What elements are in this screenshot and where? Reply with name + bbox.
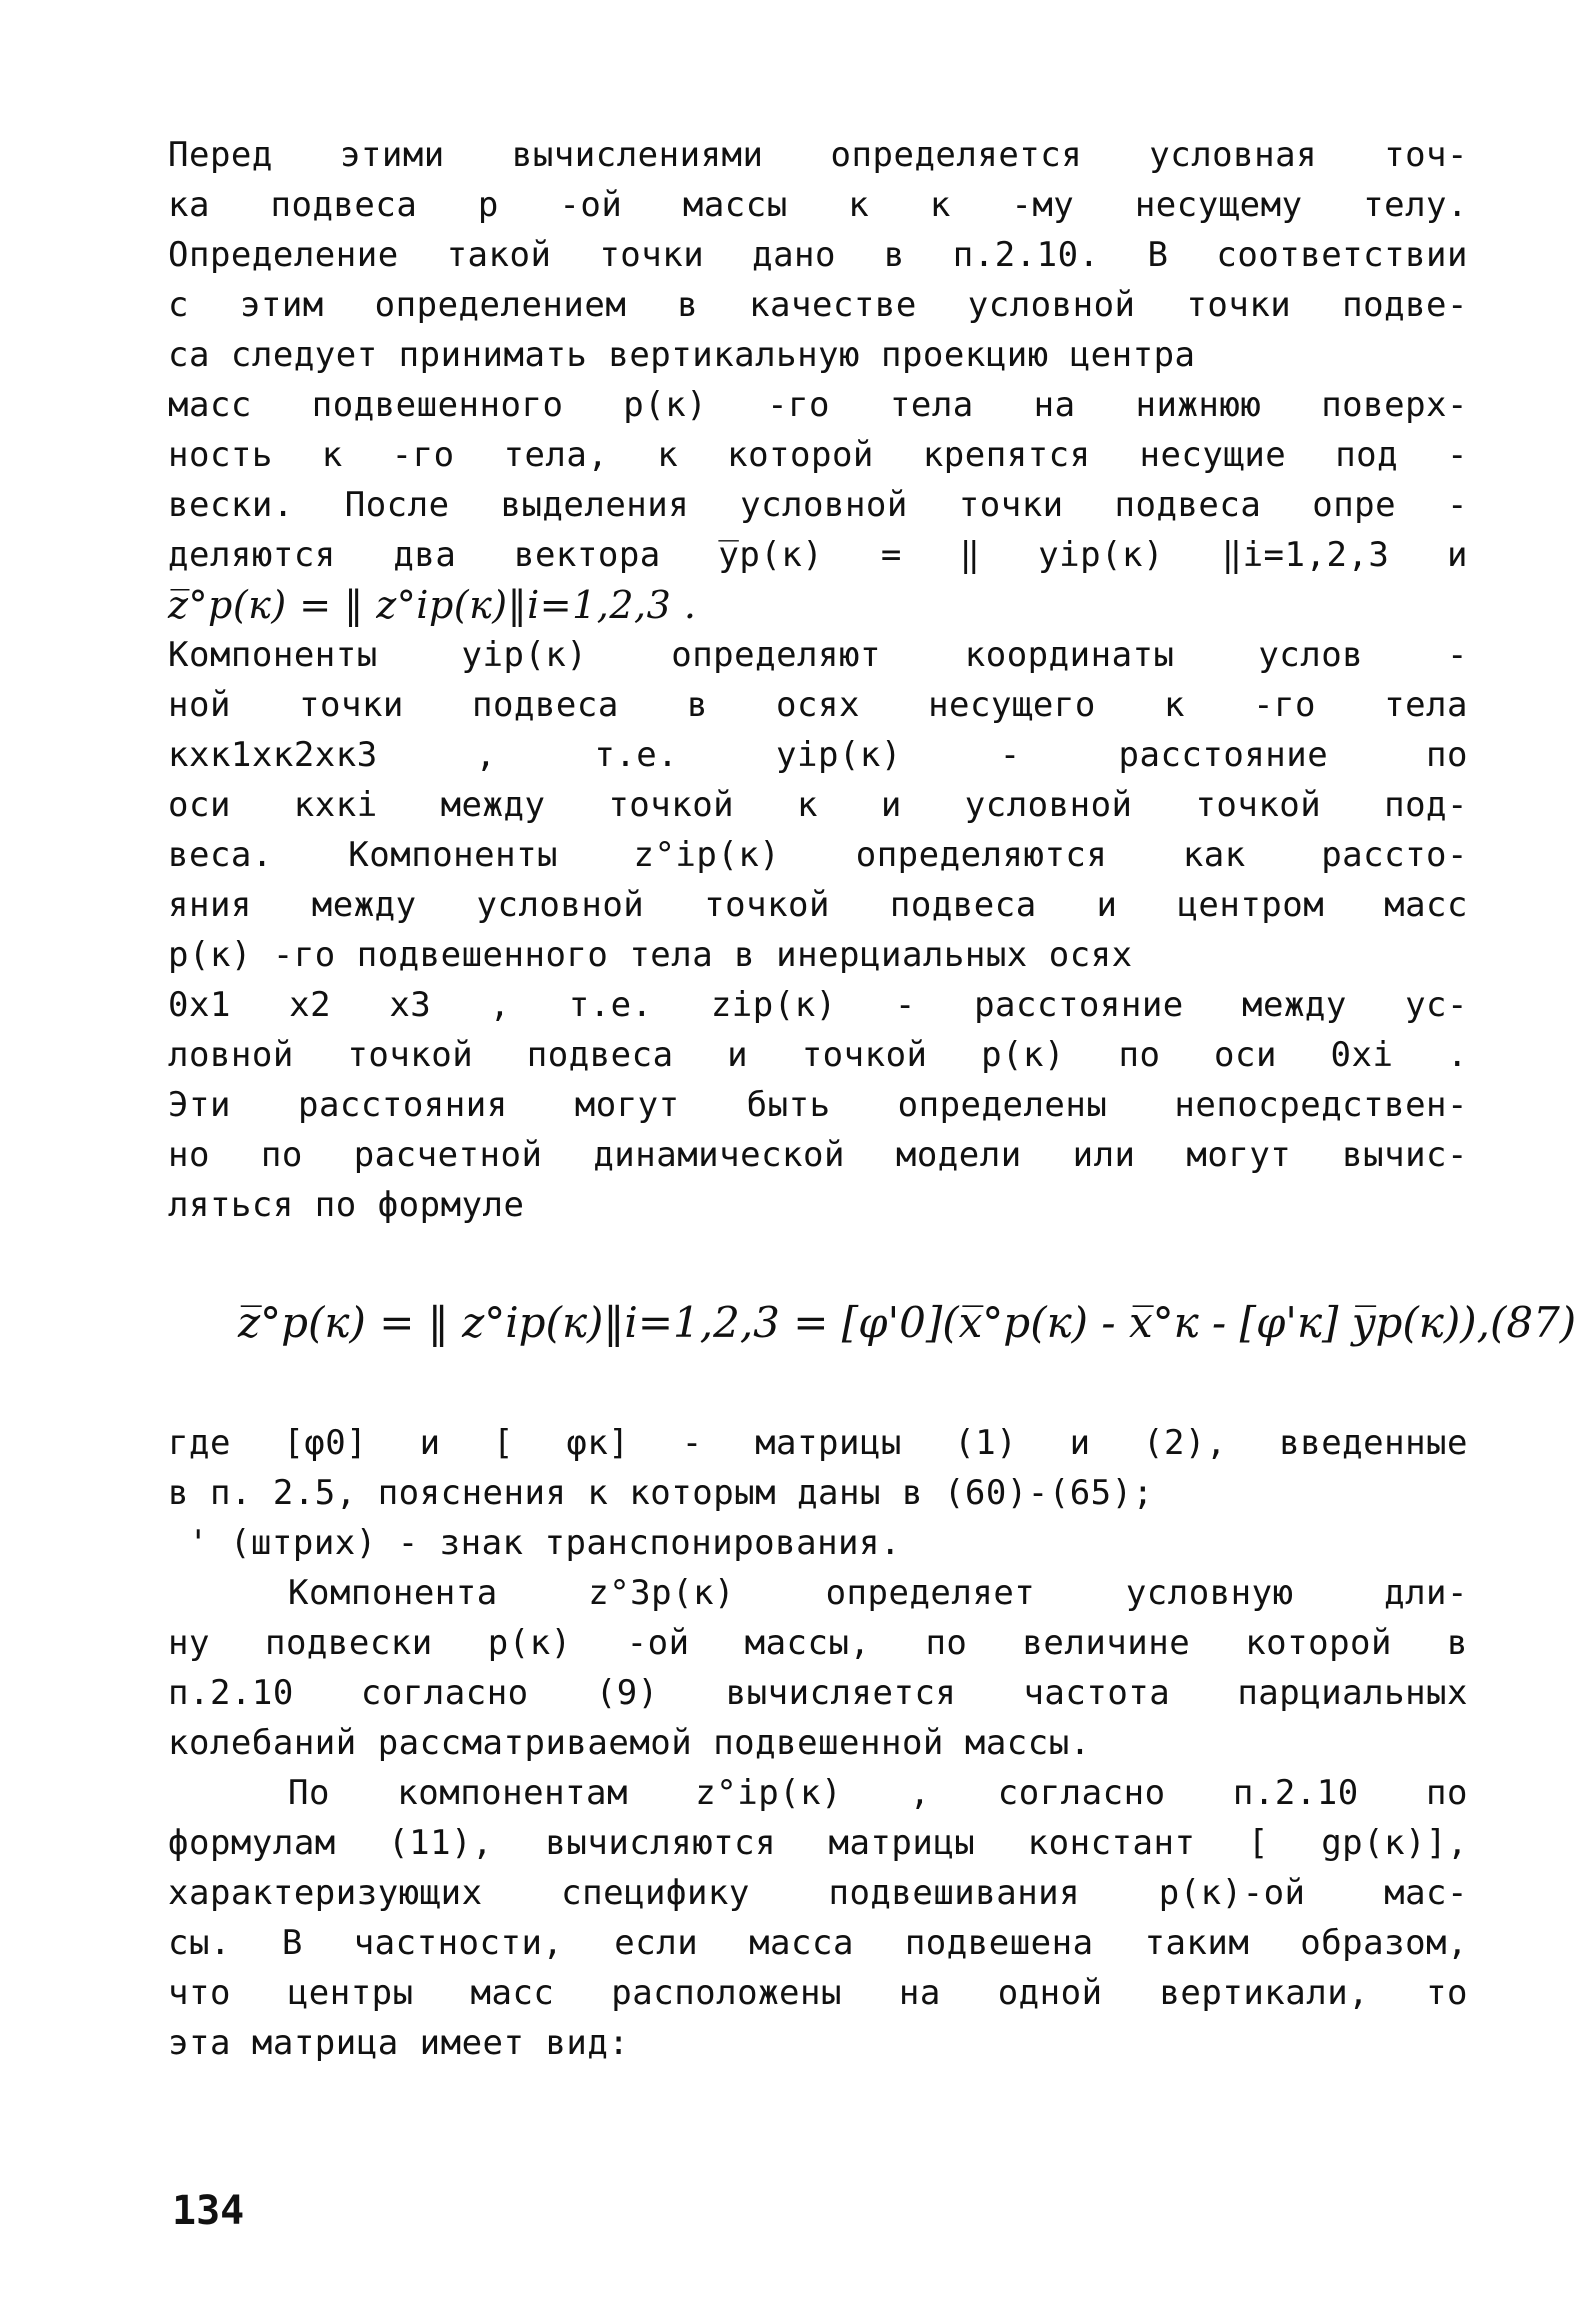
text-line: ность к -го тела, к которой крепятся несущие под - xyxy=(168,435,1468,475)
text-line: где [φ0] и [ φк] - матрицы (1) и (2), введенные xyxy=(168,1423,1468,1463)
text-line: Эти расстояния могут быть определены непосредствен- xyxy=(168,1085,1468,1125)
text-line: p(к) -го подвешенного тела в инерциальных осях xyxy=(168,935,1133,975)
text-line: масс подвешенного p(к) -го тела на нижнюю поверх- xyxy=(168,385,1468,425)
inline-formula: z̅°p(к) = ‖ z°ip(к)‖i=1,2,3 . xyxy=(168,583,697,627)
text-line: ка подвеса p -ой массы к к -му несущему телу. xyxy=(168,185,1468,225)
text-line: с этим определением в качестве условной точки подве- xyxy=(168,285,1468,325)
text-line: 0x1 x2 x3 , т.е. zip(к) - расстояние между ус- xyxy=(168,985,1468,1025)
text-line: в п. 2.5, пояснения к которым даны в (60)-(65); xyxy=(168,1473,1154,1513)
page-number: 134 xyxy=(172,2188,245,2234)
text-line: но по расчетной динамической модели или могут вычис- xyxy=(168,1135,1468,1175)
text-line: деляются два вектора y̅p(к) = ‖ yip(к) ‖i=1,2,3 и xyxy=(168,535,1468,575)
text-line: колебаний рассматриваемой подвешенной массы. xyxy=(168,1723,1091,1763)
text-line: По компонентам z°ip(к) , согласно п.2.10 по xyxy=(288,1773,1468,1813)
equation-87: z̅°p(к) = ‖ z°ip(к)‖i=1,2,3 = [φ'0](x̅°p(к) - x̅°к - [φ'к] y̅p(к)),(87) xyxy=(238,1298,1577,1347)
text-line: ну подвески p(к) -ой массы, по величине которой в xyxy=(168,1623,1468,1663)
text-line: ной точки подвеса в осях несущего к -го тела xyxy=(168,685,1468,725)
text-line: формулам (11), вычисляются матрицы констант [ gp(к)], xyxy=(168,1823,1468,1863)
text-line: ловной точкой подвеса и точкой p(к) по оси 0xi . xyxy=(168,1035,1468,1075)
text-line: Перед этими вычислениями определяется условная точ- xyxy=(168,135,1468,175)
text-line: ляться по формуле xyxy=(168,1185,525,1225)
text-line: Компоненты yip(к) определяют координаты услов - xyxy=(168,635,1468,675)
text-line: кxк1xк2xк3 , т.е. yip(к) - расстояние по xyxy=(168,735,1468,775)
page-body xyxy=(168,130,1577,2068)
text-line: сы. В частности, если масса подвешена таким образом, xyxy=(168,1923,1468,1963)
text-line: Компонента z°3p(к) определяет условную дли- xyxy=(288,1573,1468,1613)
text-line: что центры масс расположены на одной вертикали, то xyxy=(168,1973,1468,2013)
text-line: Определение такой точки дано в п.2.10. В соответствии xyxy=(168,235,1468,275)
text-line: п.2.10 согласно (9) вычисляется частота парциальных xyxy=(168,1673,1468,1713)
text-line: вески. После выделения условной точки подвеса опре - xyxy=(168,485,1468,525)
text-line: яния между условной точкой подвеса и центром масс xyxy=(168,885,1468,925)
text-line: оси кxкi между точкой к и условной точкой под- xyxy=(168,785,1468,825)
text-line: са следует принимать вертикальную проекцию центра xyxy=(168,335,1196,375)
text-line: характеризующих специфику подвешивания p(к)-ой мас- xyxy=(168,1873,1468,1913)
text-line: веса. Компоненты z°ip(к) определяются как рассто- xyxy=(168,835,1468,875)
text-line: эта матрица имеет вид: xyxy=(168,2023,630,2063)
text-line: ' (штрих) - знак транспонирования. xyxy=(188,1523,901,1563)
